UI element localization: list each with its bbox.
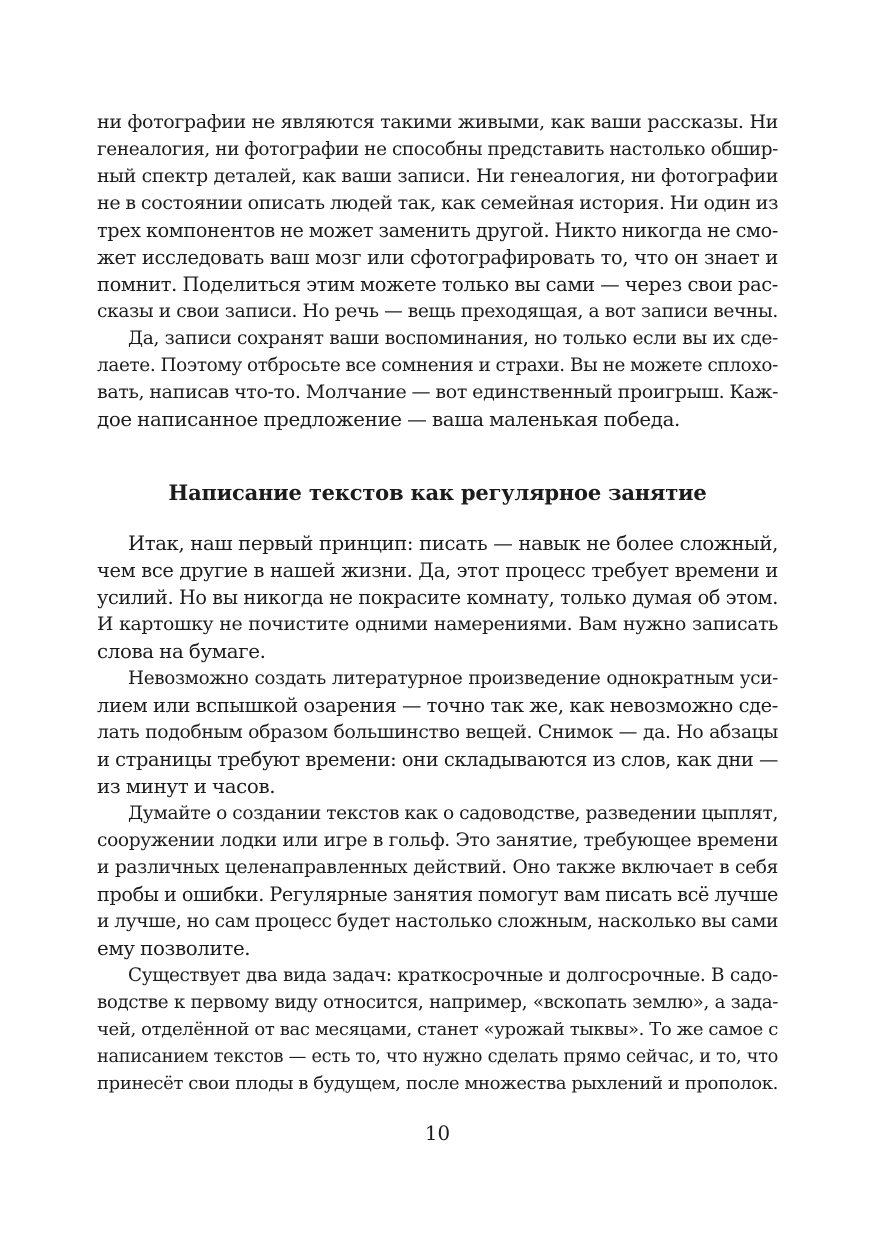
text-line: вать, написав что-то. Молчание — вот единственный проигрыш. Каж- <box>97 381 779 403</box>
paragraph-s1-p1 <box>97 109 778 325</box>
text-line: слова на бумаге. <box>97 640 266 663</box>
text-line: лаете. Поэтому отбросьте все сомнения и страхи. Вы не можете сплохо- <box>97 355 778 376</box>
text-line: Существует два вида задач: краткосрочные и долгосрочные. В садо- <box>128 965 778 986</box>
paragraph-s1-p2 <box>97 325 778 433</box>
text-line: Думайте о создании текстов как о садоводстве, разведении цыплят, <box>128 803 778 824</box>
text-line: помнит. Поделиться этим можете только вы сами — через свои рас- <box>97 273 778 296</box>
text-line: лием или вспышкой озарения — точно так же, как невозможно сде- <box>97 694 778 717</box>
text-line: ни фотографии не являются такими живыми, как ваши рассказы. Ни <box>97 111 778 133</box>
text-line: Да, записи сохранят ваши воспоминания, но только если вы их сде- <box>128 328 778 349</box>
text-line: чем все другие в нашей жизни. Да, этот процесс требует времени и <box>97 559 778 582</box>
text-line: ный спектр деталей, как ваши записи. Ни генеалогия, ни фотографии <box>97 166 778 187</box>
text-line: из минут и часов. <box>97 775 276 798</box>
paragraph-s2-p3 <box>97 800 778 962</box>
page-number: 10 <box>424 1122 451 1145</box>
text-line: трех компонентов не может заменить другой. Никто никогда не смо- <box>97 219 778 242</box>
section-heading: Написание текстов как регулярное занятие <box>168 480 707 505</box>
text-line: дое написанное предложение — ваша маленькая победа. <box>97 408 680 431</box>
text-line: и страницы требуют времени: они складываются из слов, как дни — <box>97 748 778 771</box>
text-line: сооружении лодки или игре в гольф. Это занятие, требующее времени <box>97 830 778 851</box>
text-line: усилий. Но вы никогда не покрасите комнату, только думая об этом. <box>97 586 778 609</box>
text-line: водстве к первому виду относится, например, «вскопать землю», а зада- <box>97 992 778 1013</box>
paragraph-s2-p4 <box>97 962 778 1097</box>
text-line: и различных целенаправленных действий. Оно также включает в себя <box>97 857 778 878</box>
paragraph-s2-p2 <box>97 665 778 800</box>
paragraph-s2-p1 <box>97 530 778 665</box>
text-line: И картошку не почистите одними намерениями. Вам нужно записать <box>97 614 778 635</box>
text-line: ему позволите. <box>97 937 251 960</box>
text-line: Невозможно создать литературное произведение однократным уси- <box>128 668 778 689</box>
text-line: сказы и свои записи. Но речь — вещь преходящая, а вот записи вечны. <box>97 301 778 322</box>
text-line: Итак, наш первый принцип: писать — навык не более сложный, <box>128 532 778 555</box>
text-line: и лучше, но сам процесс будет настолько сложным, насколько вы сами <box>97 911 778 932</box>
text-line: не в состоянии описать людей так, как семейная история. Ни один из <box>97 192 779 214</box>
text-line: чей, отделённой от вас месяцами, станет «урожай тыквы». То же самое с <box>97 1019 778 1040</box>
text-line: лать подобным образом большинство вещей. Снимок — да. Но абзацы <box>97 722 778 743</box>
text-line: генеалогия, ни фотографии не способны представить настолько обшир- <box>97 139 778 160</box>
text-line: жет исследовать ваш мозг или сфотографировать то, что он знает и <box>97 246 778 269</box>
text-line: принесёт свои плоды в будущем, после множества рыхлений и прополок. <box>97 1073 778 1094</box>
text-line: пробы и ошибки. Регулярные занятия помогут вам писать всё лучше <box>97 883 778 906</box>
page-body <box>97 109 778 1097</box>
text-line: написанием текстов — есть то, что нужно сделать прямо сейчас, и то, что <box>97 1046 778 1067</box>
